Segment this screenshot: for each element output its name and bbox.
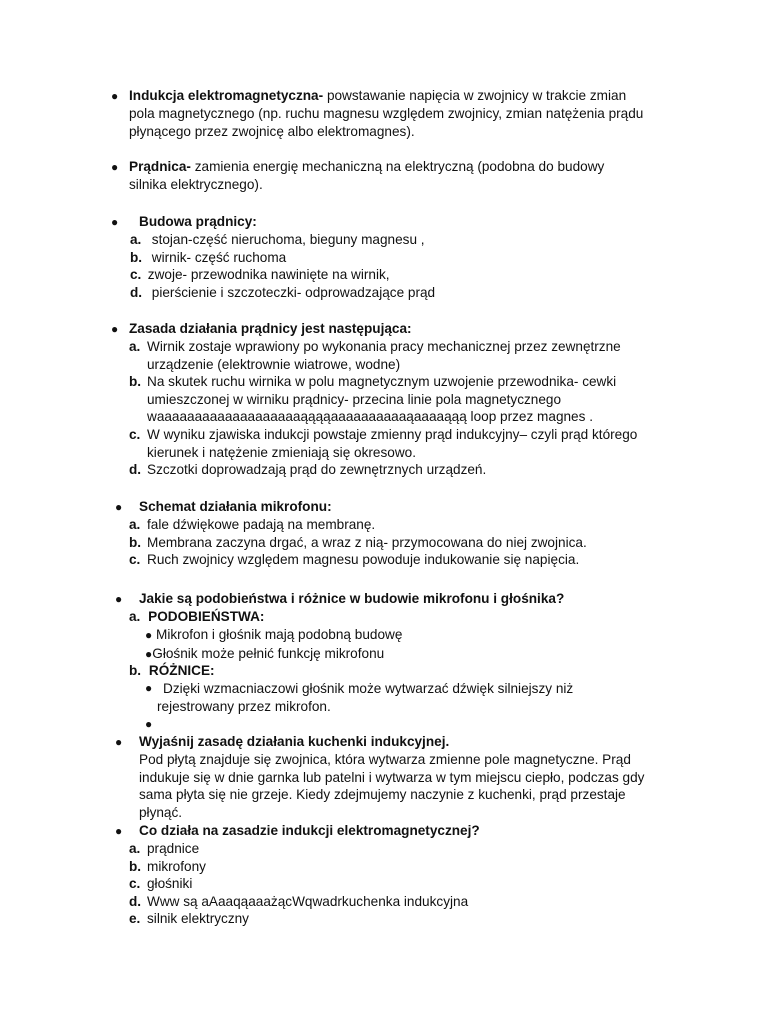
- list-text: rejestrowany przez mikrofon.: [157, 698, 331, 714]
- list-item: [130, 284, 435, 302]
- list-item: [129, 840, 468, 858]
- differences-title: RÓŻNICE:: [148, 663, 215, 678]
- list-label: b.: [130, 249, 143, 265]
- list-item: [130, 266, 435, 284]
- list-text: zwoje- przewodnika nawinięte na wirnik,: [147, 267, 390, 283]
- list-text: prądnice: [147, 841, 200, 856]
- list-text: Www są aAaaqąaaażącWqwadrkuchenka indukcyjna: [147, 893, 469, 909]
- term-generator: Prądnica-: [129, 159, 191, 174]
- list-text: Szczotki doprowadzają prąd do zewnętrznych urządzeń.: [147, 462, 487, 478]
- bullet-icon: ●: [111, 322, 119, 336]
- list-text: stojan-część nieruchoma, bieguny magnesu ,: [151, 232, 425, 247]
- bullet-icon: ●: [115, 500, 123, 514]
- list-item: [129, 858, 468, 876]
- list-label: c.: [129, 876, 141, 892]
- list-text: mikrofony: [147, 858, 206, 874]
- list-text: wirnik- część ruchoma: [151, 249, 287, 265]
- list-label: c.: [129, 552, 141, 568]
- list-text: fale dźwiękowe padają na membranę.: [147, 517, 376, 532]
- list-text: pierścienie i szczoteczki- odprowadzające prąd: [151, 284, 436, 300]
- bullet-icon: ●: [111, 89, 119, 103]
- section-heading: Co działa na zasadzie indukcji elektromagnetycznej?: [139, 823, 480, 838]
- list-label: a.: [129, 609, 141, 624]
- definition-line: silnika elektrycznego).: [129, 177, 263, 192]
- list-text: W wyniku zjawiska indukcji powstaje zmienny prąd indukcyjny– czyli prąd którego: [147, 426, 638, 442]
- section-heading: Wyjaśnij zasadę działania kuchenki indukcyjnej.: [139, 734, 450, 749]
- list-item: [129, 373, 637, 426]
- list-text: waaaaaaaaaaaaaaaaaaaąąąąaaaaaaaaaaąaaaaąąą loop przez magnes .: [147, 409, 593, 425]
- bullet-icon: ●: [145, 646, 153, 661]
- bullet-icon: ●: [145, 628, 153, 642]
- list-label: d.: [130, 284, 143, 300]
- paragraph-line: sama płyta się nie grzeje. Kiedy zdejmujemy naczynie z kuchenki, prąd przestaje: [139, 787, 626, 803]
- list-label: a.: [129, 841, 141, 856]
- bullet-icon: ●: [145, 717, 153, 732]
- term-induction: Indukcja elektromagnetyczna-: [129, 88, 324, 103]
- section-heading: Jakie są podobieństwa i różnice w budowie mikrofonu i głośnika?: [139, 591, 565, 606]
- bullet-icon: ●: [111, 160, 119, 174]
- list-item: [129, 516, 587, 534]
- list-text: Wirnik zostaje wprawiony po wykonania pracy mechanicznej przez zewnętrzne: [147, 339, 621, 354]
- list-label: b.: [129, 858, 142, 874]
- list-text: kierunek i natężenie zmieniają się okresowo.: [147, 444, 416, 460]
- list-label: a.: [130, 232, 142, 247]
- paragraph-line: indukuje się w dnie garnka lub patelni i wytwarza w tym miejscu ciepło, podczas gdy: [139, 769, 645, 785]
- section-heading: Schemat działania mikrofonu:: [139, 499, 332, 514]
- list-label: e.: [129, 911, 141, 927]
- list-item: [130, 249, 435, 267]
- list-text: głośniki: [147, 876, 193, 892]
- list-item: [129, 910, 468, 928]
- list-label: a.: [129, 339, 141, 354]
- bullet-icon: ●: [145, 681, 153, 695]
- similarities-title: PODOBIEŃSTWA:: [148, 609, 265, 624]
- list-label: c.: [130, 267, 142, 283]
- list-text: Głośnik może pełnić funkcję mikrofonu: [152, 645, 385, 661]
- list-text: urządzenie (elektrownie wiatrowe, wodne): [147, 356, 401, 372]
- section-heading: Zasada działania prądnicy jest następująca:: [129, 321, 412, 336]
- definition-line: płynącego przez zwojnicę albo elektromagnes).: [129, 123, 415, 139]
- list-item: [129, 875, 468, 893]
- list-label: d.: [129, 893, 142, 909]
- definition-line: pola magnetycznego (np. ruchu magnesu względem zwojnicy, zmian natężenia prądu: [129, 106, 644, 121]
- section-heading: Budowa prądnicy:: [139, 214, 257, 229]
- list-item: [129, 461, 637, 479]
- list-label: b.: [129, 374, 142, 390]
- bullet-icon: ●: [115, 592, 123, 606]
- list-item-empty: [145, 715, 573, 734]
- list-label: c.: [129, 426, 141, 442]
- paragraph-line: Pod płytą znajduje się zwojnica, która wytwarza zmienne pole magnetyczne. Prąd: [139, 752, 631, 767]
- list-item: [145, 680, 573, 715]
- list-item: [145, 626, 402, 645]
- list-text: Mikrofon i głośnik mają podobną budowę: [156, 627, 403, 642]
- list-item: [129, 534, 587, 552]
- list-label: b.: [129, 534, 142, 550]
- list-text: umieszczonej w wirniku prądnicy- przecina linie pola magnetycznego: [147, 391, 562, 407]
- list-label: a.: [129, 517, 141, 532]
- list-item: [129, 426, 637, 461]
- list-text: silnik elektryczny: [147, 911, 249, 927]
- list-text: Membrana zaczyna drgać, a wraz z nią- przymocowana do niej zwojnica.: [147, 534, 587, 550]
- list-item: [145, 645, 402, 664]
- paragraph-line: płynąć.: [139, 804, 183, 820]
- list-item: [130, 231, 435, 249]
- list-text: Ruch zwojnicy względem magnesu powoduje indukowanie się napięcia.: [147, 552, 580, 568]
- bullet-icon: ●: [115, 824, 123, 838]
- list-item: [129, 893, 468, 911]
- bullet-icon: ●: [111, 215, 119, 229]
- list-label: d.: [129, 462, 142, 478]
- definition-induction-start: powstawanie napięcia w zwojnicy w trakcie zmian: [326, 88, 627, 103]
- list-text: Dzięki wzmacniaczowi głośnik może wytwarzać dźwięk silniejszy niż: [163, 681, 574, 696]
- definition-generator-start: zamienia energię mechaniczną na elektryczną (podobna do budowy: [194, 159, 605, 174]
- list-item: [129, 338, 637, 373]
- list-text: Na skutek ruchu wirnika w polu magnetycznym uzwojenie przewodnika- cewki: [147, 374, 617, 390]
- bullet-icon: ●: [115, 735, 123, 749]
- list-item: [129, 551, 587, 569]
- list-label: b.: [129, 663, 142, 678]
